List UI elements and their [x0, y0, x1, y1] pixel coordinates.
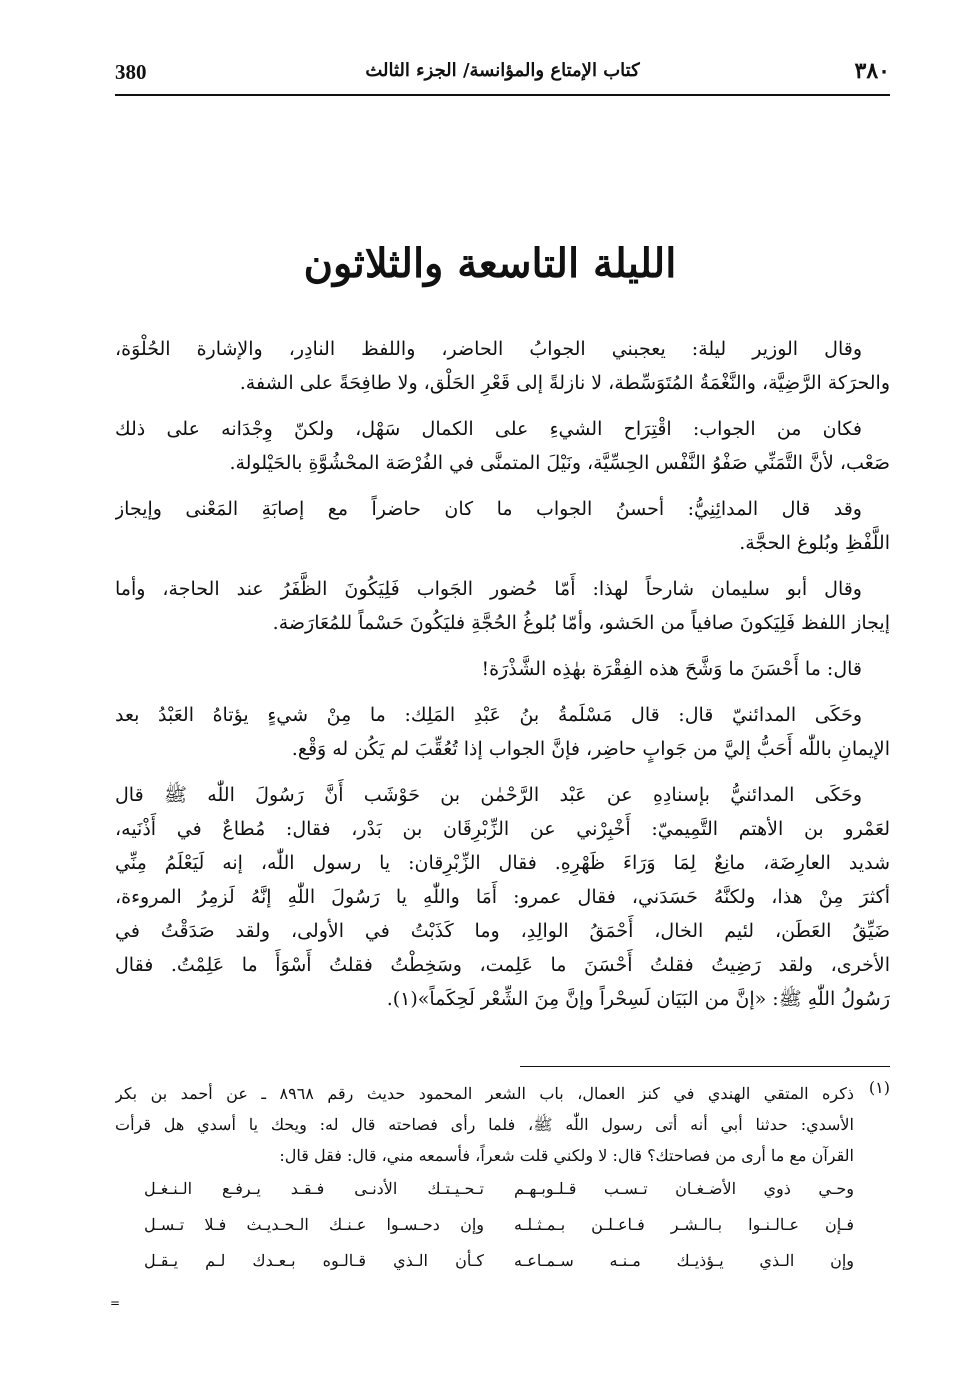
text-line: وقد قال المدائِنِيُّ: أحسنُ الجواب ما كان حاضراً مع إصابَةِ المَعْنى وإيجاز	[115, 498, 862, 520]
text-line: أكثرَ مِنْ هذا، ولكنَّهُ حَسَدَني، فقال عمرو: أَمَا واللّٰهِ يا رَسُولَ اللّٰهِ إنَّهُ لَزمِرُ المروءة،	[115, 886, 890, 908]
poem-verse	[115, 1171, 890, 1207]
paragraph	[115, 412, 890, 480]
footnote-divider	[520, 1066, 890, 1067]
text-line: فكان من الجواب: اقْتِرَاح الشيءِ على الكمال سَهْل، ولكنّ وِجْدَانه على ذلك	[115, 418, 862, 440]
text-line: صَعْب، لأنَّ التَّمَنِّي صَفْوُ النَّفْس الحِسِّيَّة، ونَيْلَ المتمنَّى في الفُرْصَة المحْشُوَّةِ بالحَيْلولة.	[229, 452, 890, 474]
page-number-arabic: ٣٨٠	[854, 58, 890, 84]
paragraph	[115, 492, 890, 560]
verse-first-hemistich: وحـي ذوي الأضـغـان تـسـب قـلـوبـهـم	[514, 1179, 854, 1198]
text-line: إيجاز اللفظ فَلِيَكونَ صافياً من الحَشو، وأمّا بُلوغُ الحُجَّةِ فليَكُونَ حَسْماً للمُعَارَضة.	[272, 612, 890, 634]
page-number-latin: 380	[115, 60, 147, 84]
verse-second-hemistich: كـأن الـذي قـالـوه بـعـدك لـم يـقـل	[144, 1251, 484, 1270]
text-line: الإيمانِ باللّٰه أَحَبُّ إليَّ من جَوابٍ حاضِر، فإنَّ الجواب إذا تُعُقِّبَ لم يَكُن له وَقْع.	[291, 738, 890, 760]
verse-second-hemistich: وإن دحـسـوا عـنـك الـحـديـث فـلا تـسـل	[144, 1215, 484, 1234]
poem-verse	[115, 1207, 890, 1243]
footnote-number: (١)	[868, 1078, 890, 1097]
paragraph	[115, 332, 890, 400]
paragraph	[115, 572, 890, 640]
verse-second-hemistich: تـحـيـتـك الأدنـى فـقـد يـرفـع الـنـغـل	[144, 1179, 484, 1198]
verse-first-hemistich: وإن الـذي يـؤذيـك مـنـه سـمـاعـه	[514, 1251, 854, 1270]
text-line: والحرَكة الرَّضِيَّة، والنَّغْمَةُ المُتَوَسِّطة، لا نازلةً إلى قَعْرِ الحَلْق، ولا طافِحَةً على الشفة.	[239, 372, 890, 394]
text-line: لعَمْرو بن الأهتم التَّمِيميّ: أَخْبِرْني عن الزِّبْرِقَان بن بَدْر، فقال: مُطاعٌ في أَذْنَيه،	[115, 818, 890, 840]
main-text	[115, 332, 890, 1016]
footnote-line: الأسدي: حدثنا أبي أنه أتى رسول اللّٰه ﷺ، فلما رأى فصاحته قال له: ويحك يا أسدي هل قرأت	[115, 1115, 854, 1134]
verse-first-hemistich: فـإن عـالـنـوا بـالـشـر فـاعـلـن بـمـثـلـه	[514, 1215, 854, 1234]
text-line: وقال الوزير ليلة: يعجبني الجوابُ الحاضر، واللفظ النادِر، والإشارة الحُلْوَة،	[115, 338, 862, 360]
text-line: اللَّفْظِ وبُلوغ الحجَّة.	[739, 532, 890, 554]
paragraph	[115, 698, 890, 766]
text-line: وقال أبو سليمان شارحاً لهذا: أَمّا حُضور الجَواب فَلِيَكُونَ الظَّفَرُ عند الحاجة، وأما	[115, 578, 862, 600]
text-line: وحَكَى المدائنيّ قال: قال مَسْلَمةُ بنُ عَبْدِ المَلِك: ما مِنْ شيءٍ يؤتاهُ العَبْدُ بعد	[115, 704, 862, 726]
running-title: كتاب الإمتاع والمؤانسة/ الجزء الثالث	[365, 60, 640, 81]
page-header	[115, 58, 890, 96]
text-line: قال: ما أَحْسَنَ ما وَشَّحَ هذه الفِقْرَة بهٰذِه الشَّذْرَة!	[481, 658, 862, 680]
text-line: الأخرى، ولقد رَضِيتُ فقلتُ أَحْسَنَ ما عَلِمت، وسَخِطْتُ فقلتُ أَسْوَأَ ما عَلِمْتُ. فقال	[115, 954, 890, 976]
text-line: رَسُولُ اللّٰهِ ﷺ: «إنَّ من البَيَان لَسِحْراً وإنَّ مِنَ الشِّعْر لَحِكَماً»(١).	[386, 988, 890, 1010]
continuation-mark: =	[110, 1296, 121, 1310]
text-line: وحَكَى المدائنيُّ بإسنادِهِ عن عَبْد الرَّحْمٰن بن حَوْشَب أَنَّ رَسُولَ اللّٰه ﷺ قال	[115, 784, 862, 806]
footnote-line: ذكره المتقي الهندي في كنز العمال، باب الشعر المحمود حديث رقم ٨٩٦٨ ـ عن أحمد بن بكر	[115, 1084, 854, 1103]
footnote-line: القرآن مع ما أرى من فصاحتك؟ قال: لا ولكني قلت شعراً، فأسمعه مني، قال: فقل قال:	[279, 1146, 854, 1165]
text-line: ضَيِّقُ العَطَن، لئيم الخال، أَحْمَقُ الوالِدِ، وما كَذَبْتُ في الأولى، ولقد صَدَقْتُ في	[115, 920, 890, 942]
poem-verse	[115, 1243, 890, 1279]
text-line: شديد العارِضَة، مانِعٌ لِمَا وَرَاءَ ظَهْرِهِ. فقال الزِّبْرِقان: يا رسول اللّٰه، إنه لَيَعْلَمُ مِنِّي	[115, 852, 890, 874]
chapter-title: الليلة التاسعة والثلاثون	[303, 240, 677, 287]
paragraph	[115, 652, 890, 686]
paragraph	[115, 778, 890, 1016]
footnote	[115, 1078, 890, 1279]
